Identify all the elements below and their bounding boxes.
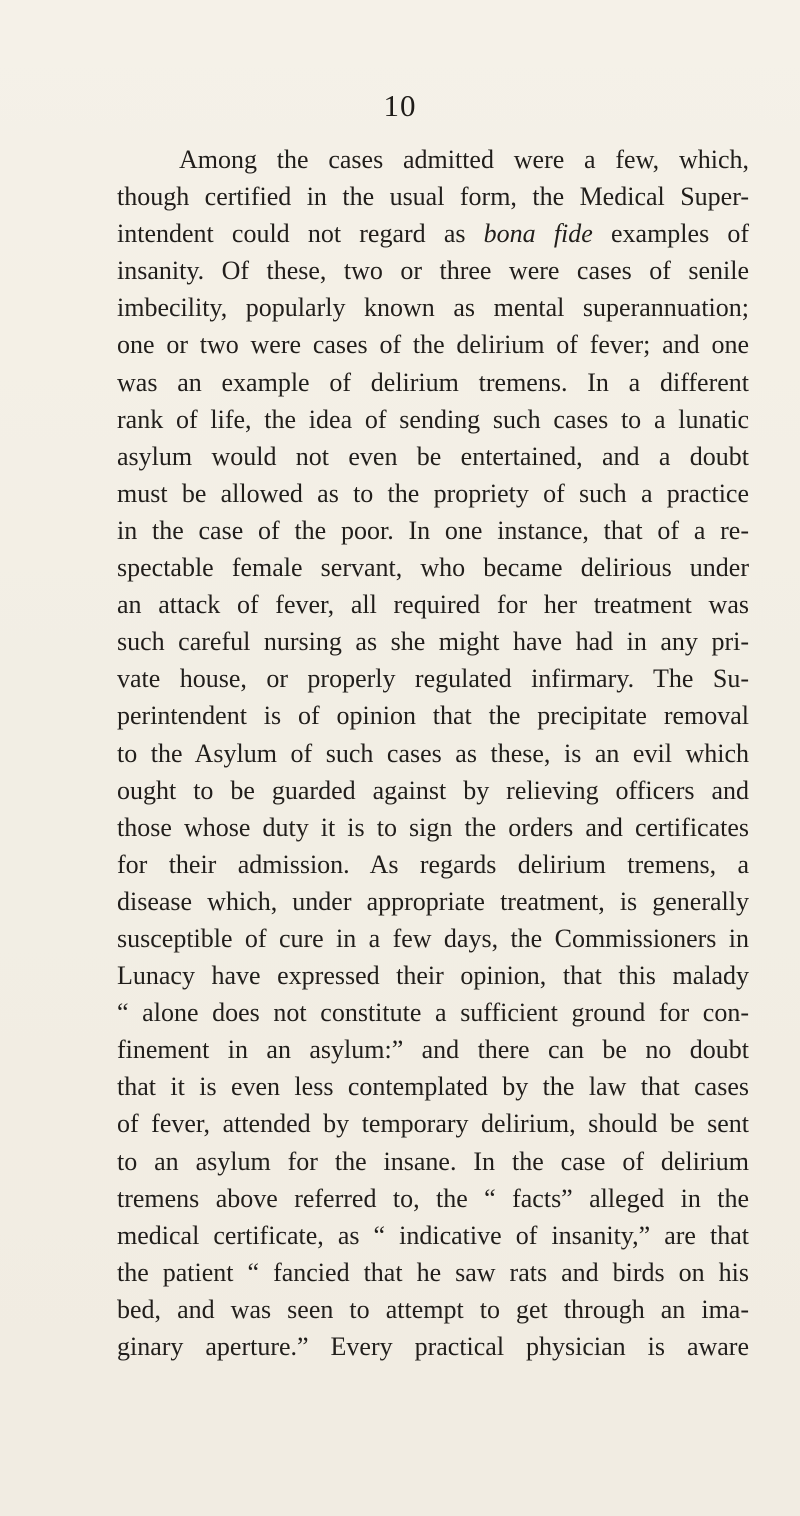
text-line: ought to be guarded against by relieving officers and xyxy=(117,775,749,805)
text-line: rank of life, the idea of sending such cases to a lunatic xyxy=(117,404,749,434)
text-line: an attack of fever, all required for her treatment was xyxy=(117,590,749,620)
text-line: finement in an asylum:” and there can be no doubt xyxy=(117,1035,749,1065)
italic-phrase: bona fide xyxy=(483,219,593,249)
text-line: that it is even less contemplated by the law that cases xyxy=(117,1072,749,1102)
text-line: asylum would not even be entertained, and a doubt xyxy=(117,441,749,471)
text-line: ginary aperture.” Every practical physician is aware xyxy=(117,1332,749,1361)
text-line: the patient “ fancied that he saw rats and birds on his xyxy=(117,1257,749,1287)
text-line: bed, and was seen to attempt to get through an ima- xyxy=(117,1294,749,1324)
text-line: tremens above referred to, the “ facts” alleged in the xyxy=(117,1183,749,1213)
text-line: insanity. Of these, two or three were cases of senile xyxy=(117,256,749,286)
text-line: to the Asylum of such cases as these, is an evil which xyxy=(117,738,749,768)
body-paragraph xyxy=(117,141,749,1365)
text-line: must be allowed as to the propriety of such a practice xyxy=(117,478,749,508)
text-line: to an asylum for the insane. In the case of delirium xyxy=(117,1146,749,1176)
text-segment: intendent could not regard as xyxy=(117,219,484,249)
text-line: “ alone does not constitute a sufficient ground for con- xyxy=(117,998,749,1028)
text-line: for their admission. As regards delirium tremens, a xyxy=(117,849,749,879)
text-line: imbecility, popularly known as mental superannuation; xyxy=(117,293,749,323)
text-line: vate house, or properly regulated infirmary. The Su- xyxy=(117,664,749,694)
text-line: medical certificate, as “ indicative of insanity,” are that xyxy=(117,1220,749,1250)
text-line: perintendent is of opinion that the precipitate removal xyxy=(117,701,749,731)
text-line: those whose duty it is to sign the orders and certificates xyxy=(117,812,749,842)
page-number: 10 xyxy=(383,88,417,123)
text-line: of fever, attended by temporary delirium, should be sent xyxy=(117,1109,749,1139)
text-line: one or two were cases of the delirium of fever; and one xyxy=(117,330,749,360)
text-line: Among the cases admitted were a few, which, xyxy=(179,145,749,174)
text-line: was an example of delirium tremens. In a different xyxy=(117,367,749,397)
text-line: susceptible of cure in a few days, the Commissioners in xyxy=(117,923,749,953)
text-line: in the case of the poor. In one instance, that of a re- xyxy=(117,515,749,545)
text-line: disease which, under appropriate treatment, is generally xyxy=(117,886,749,916)
text-line: Lunacy have expressed their opinion, that this malady xyxy=(117,961,749,991)
text-line: such careful nursing as she might have had in any pri- xyxy=(117,627,749,657)
text-line: though certified in the usual form, the Medical Super- xyxy=(117,182,749,212)
text-line-with-italic xyxy=(117,215,749,252)
text-line: spectable female servant, who became delirious under xyxy=(117,553,749,583)
text-segment: examples of xyxy=(592,219,750,249)
